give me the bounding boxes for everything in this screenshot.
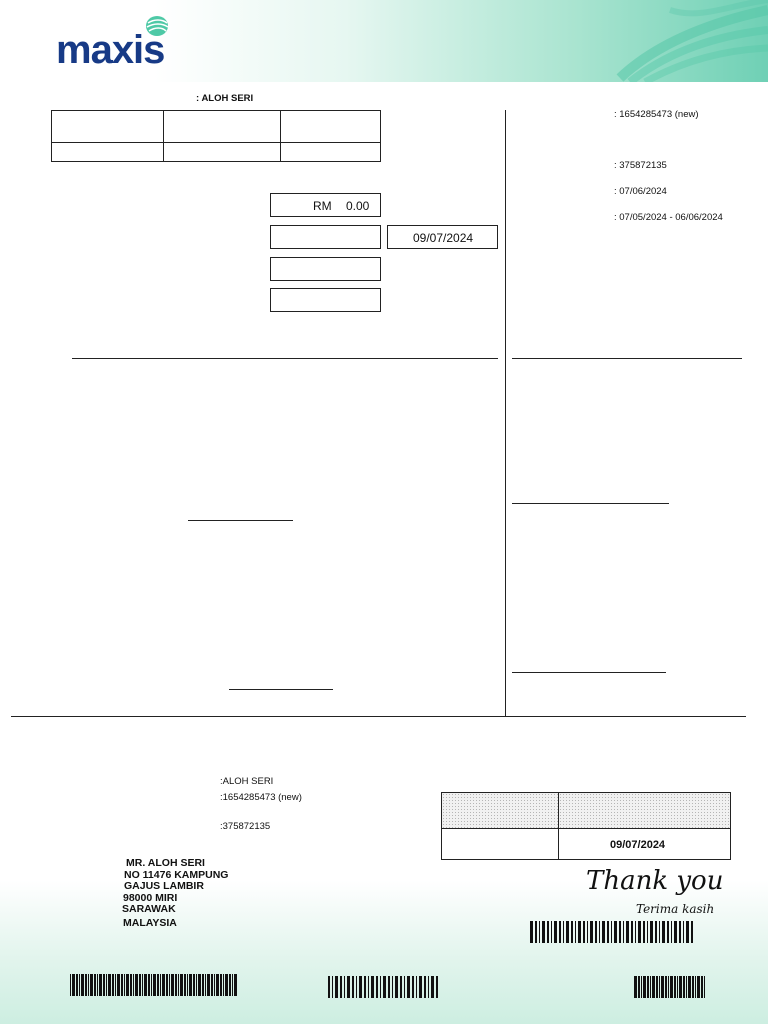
summary-table <box>51 110 381 162</box>
account-name: : ALOH SERI <box>196 93 254 104</box>
slip-cell-shaded <box>559 793 730 828</box>
thank-you-text: Thank you <box>586 866 724 896</box>
address-line: MALAYSIA <box>123 916 177 929</box>
slip-cell-shaded <box>442 793 558 828</box>
barcode <box>634 976 706 998</box>
slip-bill-number: :375872135 <box>220 821 271 832</box>
slip-table-divider <box>442 828 730 829</box>
underline <box>512 503 669 504</box>
address-line: NO 11476 KAMPUNG <box>124 868 229 881</box>
terima-kasih-text: Terima kasih <box>636 902 715 916</box>
address-line: GAJUS LAMBIR <box>124 880 204 893</box>
underline <box>188 520 293 521</box>
mailing-address <box>122 858 228 930</box>
amount-currency: RM <box>313 199 332 213</box>
due-date: 09/07/2024 <box>413 231 474 245</box>
address-line: 98000 MIRI <box>123 891 178 904</box>
section-divider-right <box>512 358 742 359</box>
barcode <box>328 976 440 998</box>
blank-box <box>270 257 381 281</box>
slip-account-number: :1654285473 (new) <box>220 792 302 803</box>
slip-name: :ALOH SERI <box>220 776 274 787</box>
blank-box <box>270 288 381 312</box>
maxis-logo: maxis <box>56 28 165 72</box>
table-divider <box>51 142 381 143</box>
address-line: SARAWAK <box>122 903 176 916</box>
section-divider-left <box>72 358 498 359</box>
bill-date: : 07/06/2024 <box>614 186 667 197</box>
bill-number: : 375872135 <box>614 160 667 171</box>
slip-due-date: 09/07/2024 <box>610 839 666 851</box>
amount-due-box <box>270 193 381 217</box>
bill-period: : 07/05/2024 - 06/06/2024 <box>614 212 723 223</box>
underline <box>512 672 666 673</box>
due-date-box <box>387 225 498 249</box>
tear-off-line <box>11 716 746 717</box>
amount-value: 0.00 <box>346 199 370 213</box>
barcode <box>530 921 695 943</box>
slip-table-col-divider <box>558 793 559 859</box>
underline <box>229 689 333 690</box>
swirl-decoration <box>600 0 768 82</box>
account-number: : 1654285473 (new) <box>614 109 699 120</box>
header-banner <box>0 0 768 82</box>
address-line: MR. ALOH SERI <box>126 857 205 869</box>
slip-table <box>441 792 731 860</box>
payment-box <box>270 225 381 249</box>
vertical-divider <box>505 110 506 717</box>
barcode <box>70 974 238 996</box>
table-col-divider <box>280 110 281 162</box>
table-col-divider <box>163 110 164 162</box>
